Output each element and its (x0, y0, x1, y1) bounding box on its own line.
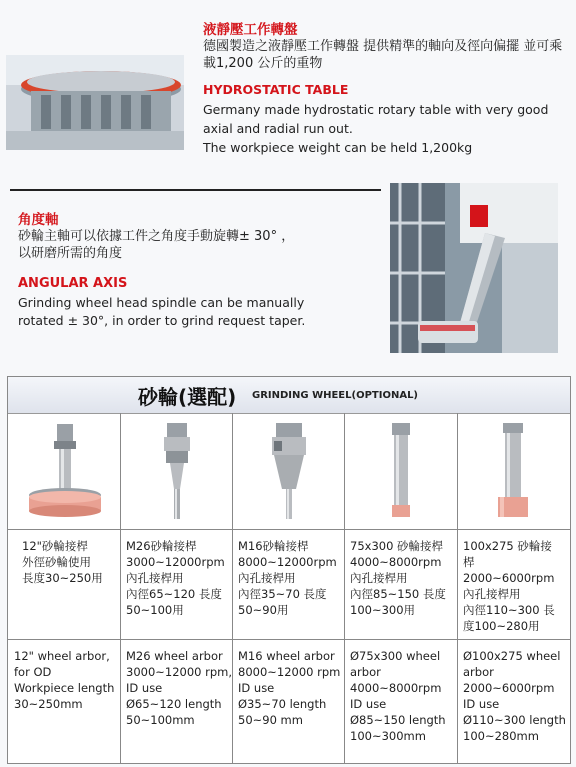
hydrostatic-title-en: HYDROSTATIC TABLE (203, 82, 349, 97)
angular-title-zh: 角度軸 (18, 212, 59, 228)
arbor-100x275-zh: 100x275 砂輪接 桿 2000~6000rpm 內孔接桿用 內徑110~300 長 度100~280用 (463, 539, 555, 633)
grinding-wheel-title-en: GRINDING WHEEL(OPTIONAL) (252, 390, 419, 401)
wheel-arbor-12in-en: 12" wheel arbor, for OD Workpiece length 30~250mm (14, 649, 115, 711)
hydrostatic-title-zh: 液靜壓工作轉盤 (203, 22, 298, 38)
row-divider (8, 639, 570, 640)
wheel-arbor-12in-zh: 12"砂輪接桿 外徑砂輪使用 長度30~250用 (22, 539, 103, 585)
angular-text-en (18, 294, 305, 330)
grinding-wheel-header (8, 377, 570, 414)
hydrostatic-text-en (203, 100, 548, 157)
angular-en-line: rotated ± 30°, in order to grind request taper. (18, 313, 306, 328)
arbor-75x300-zh: 75x300 砂輪接桿 4000~8000rpm 內孔接桿用 內徑85~150 長度 100~300用 (350, 539, 446, 617)
column-divider (120, 413, 121, 763)
angular-title-en: ANGULAR AXIS (18, 276, 128, 291)
m16-arbor-en: M16 wheel arbor 8000~12000 rpm ID use Ø35~70 length 50~90 mm (238, 649, 341, 727)
m26-arbor-en: M26 wheel arbor 3000~12000 rpm, ID use Ø65~120 length 50~100mm (126, 649, 233, 727)
angular-axis-photo (390, 183, 558, 353)
m26-arbor-icon (124, 419, 230, 524)
hydrostatic-table-photo (6, 55, 184, 150)
grinding-wheel-panel (7, 376, 571, 764)
m16-arbor-zh: M16砂輪接桿 8000~12000rpm 內孔接桿用 內徑35~70 長度 50~90用 (238, 539, 337, 617)
arbor-75x300-en: Ø75x300 wheel arbor 4000~8000rpm ID use Ø85~150 length 100~300mm (350, 649, 446, 743)
angular-en-line: Grinding wheel head spindle can be manually (18, 295, 305, 310)
angular-zh-line: 以研磨所需的角度 (18, 246, 123, 261)
hydrostatic-line: axial and radial run out. (203, 121, 353, 136)
column-divider (232, 413, 233, 763)
arbor-100x275-en: Ø100x275 wheel arbor 2000~6000rpm ID use Ø110~300 length 100~280mm (463, 649, 566, 743)
m26-arbor-zh: M26砂輪接桿 3000~12000rpm 內孔接桿用 內徑65~120 長度 50~100用 (126, 539, 225, 617)
m16-arbor-icon (236, 419, 342, 524)
arbor-100x275-icon (460, 419, 566, 524)
wheel-arbor-12in-icon (12, 419, 118, 524)
column-divider (344, 413, 345, 763)
grinding-wheel-title-zh: 砂輪(選配) (138, 385, 237, 409)
section-divider (10, 189, 381, 191)
column-divider (457, 413, 458, 763)
row-divider (8, 529, 570, 530)
arbor-75x300-icon (348, 419, 454, 524)
angular-zh-line: 砂輪主軸可以依據工件之角度手動旋轉± 30° ， (18, 229, 295, 244)
angular-text-zh (18, 228, 294, 262)
hydrostatic-line: The workpiece weight can be held 1,200kg (203, 140, 473, 155)
hydrostatic-text-zh: 德國製造之液靜壓工作轉盤 提供精準的軸向及徑向偏擺 並可乘載1,200 公斤的重物 (203, 39, 563, 71)
hydrostatic-line: Germany made hydrostatic rotary table with very good (203, 102, 549, 117)
